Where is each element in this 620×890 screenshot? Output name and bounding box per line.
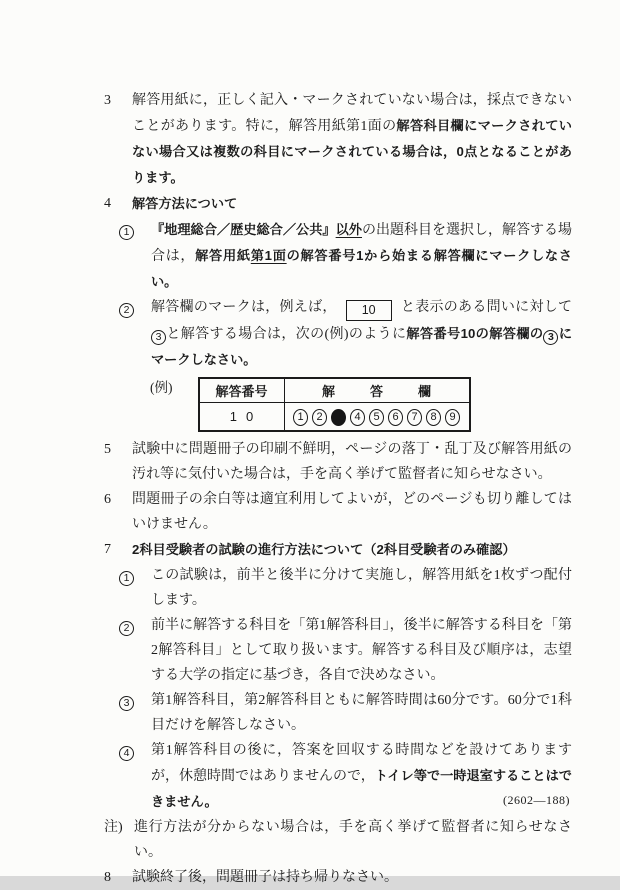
item-number bbox=[119, 613, 151, 688]
item-number bbox=[119, 738, 151, 815]
text-segment: 解答用紙 bbox=[195, 248, 251, 263]
answer-bubble: 6 bbox=[388, 409, 403, 426]
item-6 bbox=[104, 487, 572, 537]
circled-number: 2 bbox=[119, 621, 134, 636]
item-number bbox=[119, 217, 151, 295]
text-segment: 以外 bbox=[335, 222, 362, 237]
text-segment: 2科目受験者の試験の進行方法について（2科目受験者のみ確認） bbox=[132, 542, 516, 557]
item-text bbox=[132, 191, 572, 217]
text-segment: 試験中に問題冊子の印刷不鮮明，ページの落丁・乱丁及び解答用紙の汚れ等に気付いた場合は，手を高く挙げて監督者に知らせなさい。 bbox=[132, 442, 572, 482]
item-number: 6 bbox=[104, 492, 111, 507]
text-segment: 試験終了後，問題冊子は持ち帰りなさい。 bbox=[132, 870, 398, 885]
text-segment: この試験は，前半と後半に分けて実施し，解答用紙を1枚ずつ配付します。 bbox=[151, 568, 572, 608]
answer-number-cell: 10 bbox=[199, 403, 285, 432]
item-7-sub-1 bbox=[104, 563, 572, 613]
table-answer-row bbox=[199, 403, 470, 432]
answer-bubble: 1 bbox=[293, 409, 308, 426]
item-7-sub-3 bbox=[104, 688, 572, 738]
item-text bbox=[132, 537, 572, 563]
item-4 bbox=[104, 191, 572, 217]
answer-marks-cell bbox=[284, 403, 470, 432]
circled-number: 3 bbox=[119, 696, 134, 711]
text-segment: にマークしなさい。 bbox=[151, 326, 573, 367]
text-segment: の解答番号1から始まる解答欄にマークしなさい。 bbox=[151, 248, 572, 289]
text-segment: 第1解答科目，第2解答科目ともに解答時間は60分です。60分で1科目だけを解答しなさい。 bbox=[151, 693, 572, 733]
item-4-sub-2 bbox=[104, 295, 572, 373]
text-segment: 解答用紙に，正しく記入・マークされていない場合は，採点できないことがあります。特に，解答用紙第1面の bbox=[132, 93, 572, 134]
text-segment: と表示のある問いに対して bbox=[400, 300, 572, 315]
text-segment: 解答方法について bbox=[132, 196, 238, 211]
text-segment: 解答欄のマークは，例えば， bbox=[151, 300, 337, 315]
item-7-sub-4 bbox=[104, 738, 572, 815]
item-7-sub-2 bbox=[104, 613, 572, 688]
answer-example bbox=[150, 376, 572, 432]
circled-number: 1 bbox=[119, 571, 134, 586]
text-segment: 『地理総合／歴史総合／公共』 bbox=[151, 222, 336, 237]
mark-bubbles bbox=[293, 409, 460, 426]
answer-example-table bbox=[198, 377, 471, 432]
marked-bubble: 3 bbox=[331, 409, 346, 426]
circled-number: 1 bbox=[119, 225, 134, 240]
answer-bubble: 2 bbox=[312, 409, 327, 426]
item-text bbox=[132, 865, 572, 890]
item-5 bbox=[104, 437, 572, 487]
text-segment: 解答科目欄にマークされていない場合又は複数の科目にマークされている場合は，0点となることがあります。 bbox=[132, 118, 572, 185]
answer-bubble: 5 bbox=[369, 409, 384, 426]
item-number bbox=[119, 688, 151, 738]
text-segment: 第1解答科目の後に，答案を回収する時間などを設けてありますが，休憩時間ではありませんので， bbox=[151, 743, 572, 784]
text-segment: 進行方法が分からない場合は，手を高く挙げて監督者に知らせなさい。 bbox=[134, 820, 572, 860]
item-text bbox=[151, 688, 572, 738]
item-7 bbox=[104, 537, 572, 563]
item-text bbox=[151, 295, 572, 373]
item-3 bbox=[104, 88, 572, 191]
item-number bbox=[119, 563, 151, 613]
answer-bubble: 9 bbox=[445, 409, 460, 426]
item-number: 注) bbox=[104, 820, 123, 835]
text-segment: の出題科目を選択し，解答する場合は， bbox=[151, 223, 572, 264]
item-number: 8 bbox=[104, 870, 111, 885]
item-number bbox=[119, 295, 151, 373]
table-header-row bbox=[199, 378, 470, 403]
item-7-note bbox=[104, 815, 572, 865]
item-8 bbox=[104, 865, 572, 890]
document-body bbox=[104, 88, 572, 890]
table-header-cell: 解答番号 bbox=[199, 378, 285, 403]
item-text bbox=[151, 613, 572, 688]
answer-bubble: 8 bbox=[426, 409, 441, 426]
page-code: (2602—188) bbox=[503, 793, 570, 807]
item-text bbox=[132, 487, 572, 537]
item-text bbox=[134, 815, 572, 865]
text-segment: 前半に解答する科目を「第1解答科目」，後半に解答する科目を「第2解答科目」として取り扱います。解答する科目及び順序は，志望する大学の指定に基づき，各自で決めなさい。 bbox=[151, 618, 572, 683]
text-segment: 第1面 bbox=[250, 248, 287, 263]
answer-bubble: 7 bbox=[407, 409, 422, 426]
item-number: 3 bbox=[104, 93, 111, 108]
item-text bbox=[132, 437, 572, 487]
item-text bbox=[151, 563, 572, 613]
table-header-cell: 解 答 欄 bbox=[284, 378, 470, 403]
circled-number: 4 bbox=[119, 746, 134, 761]
text-segment: と解答する場合は，次の(例)のように bbox=[166, 327, 407, 342]
answer-number-box: 10 bbox=[346, 300, 392, 321]
item-4-sub-1 bbox=[104, 217, 572, 295]
item-number: 7 bbox=[104, 542, 111, 557]
item-number: 5 bbox=[104, 442, 111, 457]
circled-number: 2 bbox=[119, 303, 134, 318]
circled-digit: 3 bbox=[151, 330, 166, 345]
text-segment: 解答番号10の解答欄の bbox=[406, 326, 544, 341]
circled-digit: 3 bbox=[543, 330, 558, 345]
text-segment: トイレ等で一時退室することはできません。 bbox=[151, 768, 572, 809]
item-number: 4 bbox=[104, 196, 111, 211]
text-segment: 問題冊子の余白等は適宜利用してよいが，どのページも切り離してはいけません。 bbox=[132, 492, 572, 532]
example-label: (例) bbox=[150, 380, 173, 395]
item-text bbox=[132, 88, 572, 191]
answer-bubble: 4 bbox=[350, 409, 365, 426]
item-text bbox=[151, 217, 572, 295]
